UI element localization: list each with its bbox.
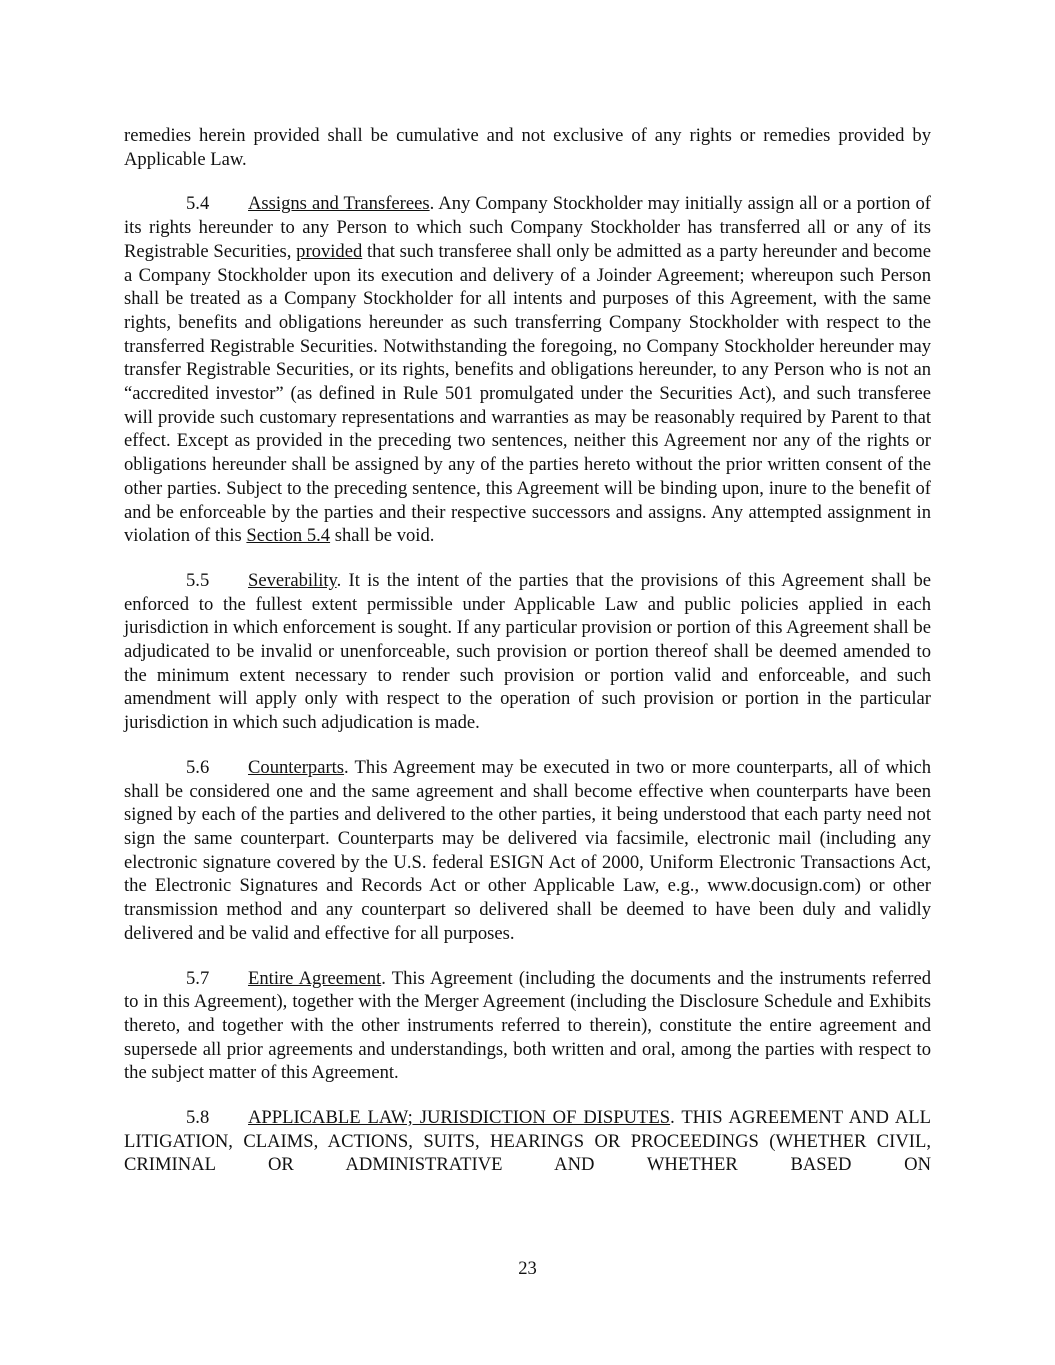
section-heading: Counterparts xyxy=(248,756,345,778)
provided-term: provided xyxy=(296,240,363,262)
section-5-8 xyxy=(124,1106,931,1177)
section-body: . It is the intent of the parties that the provisions of this Agreement shall be enforced to the fullest extent permissible under Applicable Law and public policies applied in each jurisdiction in which enforcement is sought. If any particular provision or portion of this Agreement shall be adjudicated to be invalid or unenforceable, such provision or portion thereof shall be deemed amended to the minimum extent necessary to render such provision or portion valid and enforceable, and such amendment will apply only with respect to the operation of such provision or portion in the particular jurisdiction in which such adjudication is made. xyxy=(124,569,931,734)
section-heading: APPLICABLE LAW; JURISDICTION OF DISPUTES xyxy=(248,1107,671,1129)
section-heading: Severability xyxy=(248,569,337,591)
section-body: . THIS AGREEMENT AND ALL LITIGATION, CLAIMS, ACTIONS, SUITS, HEARINGS OR PROCEEDINGS (WHETHER CIVIL, CRIMINAL OR ADMINISTRATIVE AND WHETHER BASED ON xyxy=(124,1107,931,1176)
section-body-3: shall be void. xyxy=(330,525,435,547)
section-number: 5.4 xyxy=(186,193,210,215)
section-number: 5.8 xyxy=(186,1107,210,1129)
intro-paragraph xyxy=(124,124,931,171)
page-number: 23 xyxy=(518,1258,537,1279)
section-number: 5.5 xyxy=(186,569,210,591)
section-number: 5.7 xyxy=(186,967,210,989)
section-body-1: . Any Company Stockholder may initially assign all or a portion of its rights hereunder to any Person to which such Company Stockholder has transferred all or any of its Registrable Securities, xyxy=(124,193,931,262)
document-page xyxy=(124,124,931,1198)
section-body-2: that such transferee shall only be admitted as a party hereunder and become a Company Stockholder upon its execution and delivery of a Joinder Agreement; whereupon such Person shall be treated as a Company Stockholder for all intents and purposes of this Agreement, with the same rights, benefits and obligations hereunder as such transferring Company Stockholder with respect to the transferred Registrable Securities. Notwithstanding the foregoing, no Company Stockholder hereunder may transfer Registrable Securities, or its rights, benefits and obligations hereunder, to any Person who is not an “accredited investor” (as defined in Rule 501 promulgated under the Securities Act), and such transferee will provide such customary representations and warranties as may be reasonably required by Parent to that effect. Except as provided in the preceding two sentences, neither this Agreement nor any of the rights or obligations hereunder shall be assigned by any of the parties hereto without the prior written consent of the other parties. Subject to the preceding sentence, this Agreement will be binding upon, inure to the benefit of and be enforceable by the parties and their respective successors and assigns. Any attempted assignment in violation of this xyxy=(124,240,931,547)
intro-text: remedies herein provided shall be cumulative and not exclusive of any rights or remedies provided by Applicable Law. xyxy=(124,125,931,170)
section-heading: Assigns and Transferees xyxy=(248,193,430,215)
section-heading: Entire Agreement xyxy=(248,967,382,989)
section-5-7 xyxy=(124,967,931,1086)
section-reference: Section 5.4 xyxy=(246,525,331,547)
section-5-4 xyxy=(124,192,931,548)
section-number: 5.6 xyxy=(186,756,210,778)
section-5-6 xyxy=(124,756,931,946)
section-body: . This Agreement may be executed in two or more counterparts, all of which shall be considered one and the same agreement and shall become effective when counterparts have been signed by each of the parties and delivered to the other parties, it being understood that each party need not sign the same counterpart. Counterparts may be delivered via facsimile, electronic mail (including any electronic signature covered by the U.S. federal ESIGN Act of 2000, Uniform Electronic Transactions Act, the Electronic Signatures and Records Act or other Applicable Law, e.g., www.docusign.com) or other transmission method and any counterpart so delivered shall be deemed to have been duly and validly delivered and be valid and effective for all purposes. xyxy=(124,756,931,944)
section-body: . This Agreement (including the documents and the instruments referred to in this Agreement), together with the Merger Agreement (including the Disclosure Schedule and Exhibits thereto, and together with the other instruments referred to therein), constitute the entire agreement and supersede all prior agreements and understandings, both written and oral, among the parties with respect to the subject matter of this Agreement. xyxy=(124,967,931,1084)
section-5-5 xyxy=(124,569,931,735)
